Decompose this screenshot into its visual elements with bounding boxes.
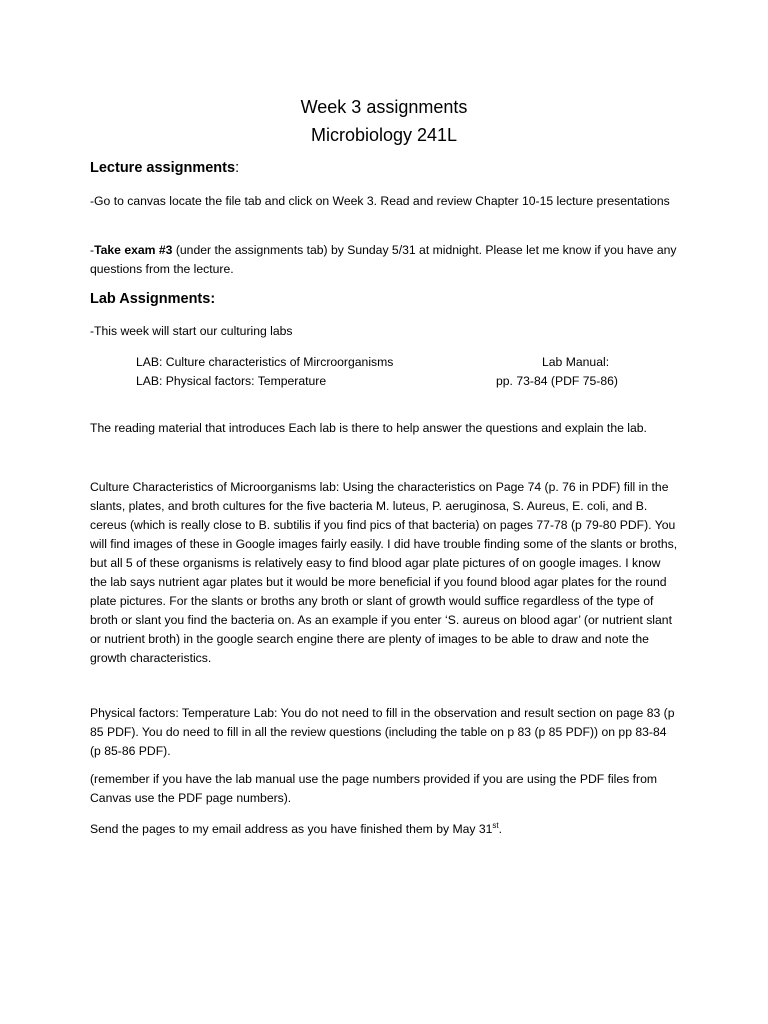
send-ordinal: st: [492, 820, 499, 830]
lecture-heading-colon: :: [235, 160, 240, 176]
lab-assignments-heading: Lab Assignments:: [90, 291, 216, 307]
lab-intro: -This week will start our culturing labs: [90, 324, 293, 338]
course-name: Microbiology 241L: [310, 125, 458, 145]
lecture-item-canvas: -Go to canvas locate the file tab and click on Week 3. Read and review Chapter 10-15 lecture presentations: [90, 194, 670, 208]
exam-label: Take exam #3: [94, 243, 173, 257]
send-text: Send the pages to my email address as you have finished them by May 31: [90, 822, 493, 836]
lab-manual-label: Lab Manual:: [542, 355, 610, 369]
send-end: .: [498, 822, 503, 836]
lecture-item-exam: [90, 241, 680, 279]
send-instructions: [90, 820, 680, 839]
lab-manual-pages: pp. 73-84 (PDF 75-86): [496, 374, 618, 388]
remember-note: (remember if you have the lab manual use the page numbers provided if you are using the PDF files from Canvas use the PDF page numbers).: [90, 772, 658, 805]
lab1-title: LAB: Culture characteristics of Mircroorganisms: [136, 355, 394, 369]
lecture-assignments-heading: [90, 160, 239, 176]
lecture-heading-text: Lecture assignments: [90, 160, 236, 176]
exam-details: (under the assignments tab) by Sunday 5/31 at midnight. Please let me know if you have any questions from the lecture.: [90, 243, 677, 276]
lab2-title: LAB: Physical factors: Temperature: [136, 374, 327, 388]
reading-note: The reading material that introduces Each lab is there to help answer the questions and explain the lab.: [90, 421, 647, 435]
document-title: Week 3 assignments: [300, 97, 468, 117]
temperature-lab-paragraph: Physical factors: Temperature Lab: You do not need to fill in the observation and result section on page 83 (p 85 PDF). You do need to fill in all the review questions (including the table on p 83 (p 85 PDF)) on pp 83-84 (p 85-86 PDF).: [90, 706, 675, 758]
exam-prefix: -: [90, 243, 95, 257]
culture-lab-paragraph: Culture Characteristics of Microorganisms lab: Using the characteristics on Page 74 (p. 76 in PDF) fill in the slants, plates, and broth cultures for the five bacteria M. luteus, P. aeruginosa, S. Aureus, E. coli, and B. cereus (which is really close to B. subtilis if you find pics of that bacteria) on pages 77-78 (p 79-80 PDF). You will find images of these in Google images fairly easily. I did have trouble finding some of the slants or broths, but all 5 of these organisms is relatively easy to find blood agar plate pictures of on google images. I know the lab says nutrient agar plates but it would be more beneficial if you found blood agar plates for the round plate pictures. For the slants or broths any broth or slant of growth would suffice regardless of the type of broth or slant you find the bacteria on. As an example if you enter ‘S. aureus on blood agar’ (or nutrient slant or nutrient broth) in the google search engine there are plenty of images to be able to draw and note the growth characteristics.: [90, 480, 678, 665]
